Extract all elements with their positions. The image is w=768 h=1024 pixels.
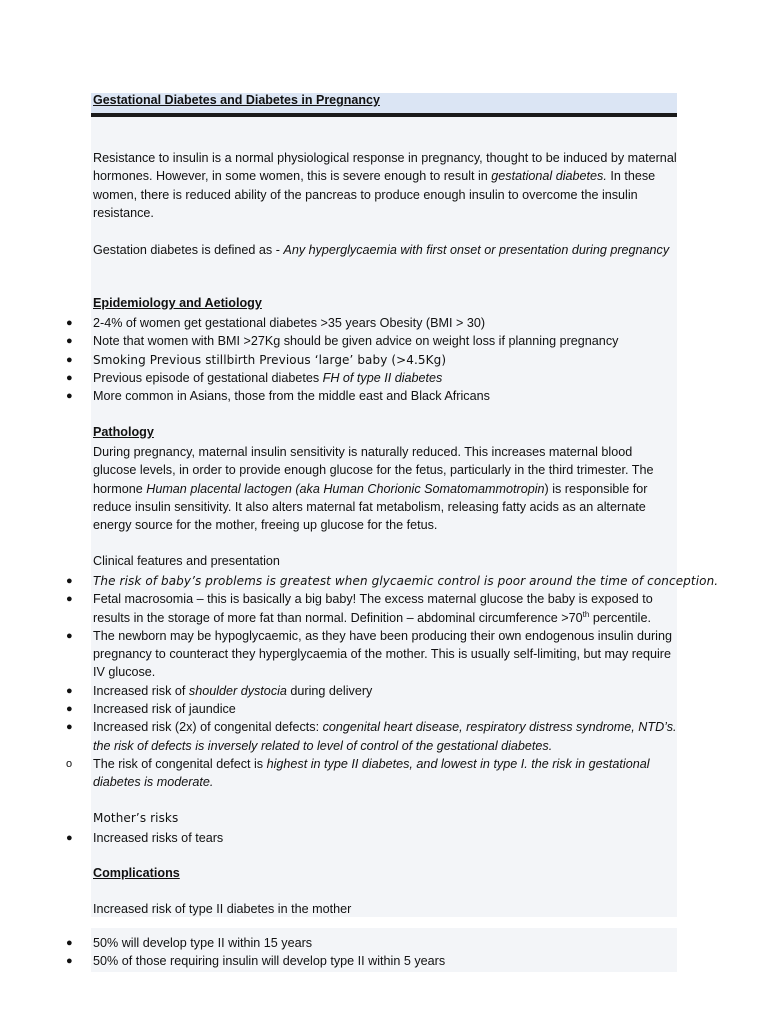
list-item-emphasis: congenital heart disease, respiratory distress syndrome, NTD’s. the risk of defects is inversely related to level of control of the gestational diabetes. [93,720,677,753]
bullet-icon: ● [66,335,73,348]
bullet-icon: ● [66,371,73,384]
list-item-text: Increased risk of jaundice [93,702,236,717]
definition-emphasis: Any hyperglycaemia with first onset or presentation during pregnancy [283,243,670,257]
complications-heading: Complications [93,866,180,880]
list-item-text: The risk of baby’s problems is greatest when glycaemic control is poor around the time of conception. [93,574,719,588]
list-item-text: 50% will develop type II within 15 years [93,936,313,950]
list-item [0,332,680,350]
bullet-icon: ● [66,703,73,716]
clinical-heading: Clinical features and presentation [93,554,280,568]
list-item [0,718,677,755]
list-item-text: 2-4% of women get gestational diabetes >35 years Obesity (BMI > 30) [93,316,486,330]
list-item-text: More common in Asians, those from the middle east and Black Africans [93,389,490,404]
list-item [0,682,680,700]
intro-text-a: Resistance to insulin is a normal physiological response in pregnancy, thought to be induced by maternal hormones. However, in some women, this is severe enough to result in [93,151,677,184]
list-item [0,387,680,405]
circle-bullet-icon: o [66,757,73,770]
bullet-icon: ● [66,629,73,642]
mothers-risks-heading: Mother’s risks [93,811,179,825]
list-item-text: The risk of congenital defect is [93,756,267,771]
list-item-text: Fetal macrosomia – this is basically a big baby! The excess maternal glucose the baby is exposed to results in the storage of more fat than normal. Definition – abdominal circumference >70 [93,592,653,625]
bullet-icon: ● [66,353,73,366]
list-item [0,934,680,952]
bullet-icon: ● [66,593,73,606]
list-item-emphasis: FH of type II diabetes [322,370,443,385]
list-item-emphasis: highest in type II diabetes, and lowest in type I. the risk in gestational diabetes is moderate. [93,756,650,790]
pathology-paragraph [93,443,677,534]
list-item [0,700,680,718]
intro-emphasis: gestational diabetes. [491,169,607,184]
pathology-text-a: During pregnancy, maternal insulin sensitivity is naturally reduced. This increases maternal blood glucose levels, in order to provide enough glucose for the fetus, particularly in the third trimester. The hormone [93,445,654,496]
definition-paragraph [93,241,677,259]
bullet-icon: ● [66,832,73,844]
complications-text: Increased risk of type II diabetes in the mother [93,902,352,916]
complications-list [0,934,680,971]
list-item-text: Increased risks of tears [93,831,224,845]
list-item [0,952,680,970]
title-rule [91,113,677,117]
list-item-text: 50% of those requiring insulin will develop type II within 5 years [93,954,446,969]
definition-text: Gestation diabetes is defined as - [93,243,284,257]
list-item-text: Previous episode of gestational diabetes [93,370,323,385]
list-item-text: Smoking Previous stillbirth Previous ‘large’ baby (>4.5Kg) [93,352,447,367]
list-item-text: Increased risk (2x) of congenital defects: [93,720,323,735]
bullet-icon: ● [66,390,73,403]
superscript: th [582,609,590,619]
clinical-list [0,572,719,792]
page-title: Gestational Diabetes and Diabetes in Pregnancy [93,93,380,107]
pathology-emphasis: Human placental lactogen (aka Human Chorionic Somatomammotropin [146,481,545,496]
epidemiology-list [0,314,680,405]
list-item [0,314,680,332]
list-item-emphasis: shoulder dystocia [188,683,287,698]
list-item-text: The newborn may be hypoglycaemic, as they have been producing their own endogenous insulin during pregnancy to counteract they hyperglycaemia of the mother. This is usually self-limiting, but may require IV glucose. [93,628,672,680]
list-item [0,829,680,847]
bullet-icon: ● [66,955,73,968]
intro-paragraph [93,149,677,222]
list-item-text-end: during delivery [286,683,373,698]
bullet-icon: ● [66,721,73,734]
pathology-text-b: ) is responsible for reduce insulin sensitivity. It also alters maternal fat metabolism, releasing fatty acids as an alternate energy source for the mother, freeing up glucose for the fetus. [93,481,648,533]
list-item-text: Note that women with BMI >27Kg should be given advice on weight loss if planning pregnancy [93,334,619,349]
bullet-icon: ● [66,937,73,949]
bullet-icon: ● [66,684,73,697]
mothers-risks-list [0,829,680,847]
list-item [0,572,719,590]
list-item [0,369,680,387]
bullet-icon: ● [66,317,73,329]
intro-text-b: In these women, there is reduced ability of the pancreas to produce enough insulin to overcome the insulin resistance. [93,169,656,220]
list-item [0,627,677,682]
pathology-heading: Pathology [93,425,154,439]
epidemiology-heading: Epidemiology and Aetiology [93,296,262,310]
list-item [0,755,677,792]
list-item-text: Increased risk of [93,683,189,698]
list-item [0,351,680,369]
bullet-icon: ● [66,575,73,587]
list-item [0,590,677,627]
list-item-text-end: percentile. [589,610,651,625]
